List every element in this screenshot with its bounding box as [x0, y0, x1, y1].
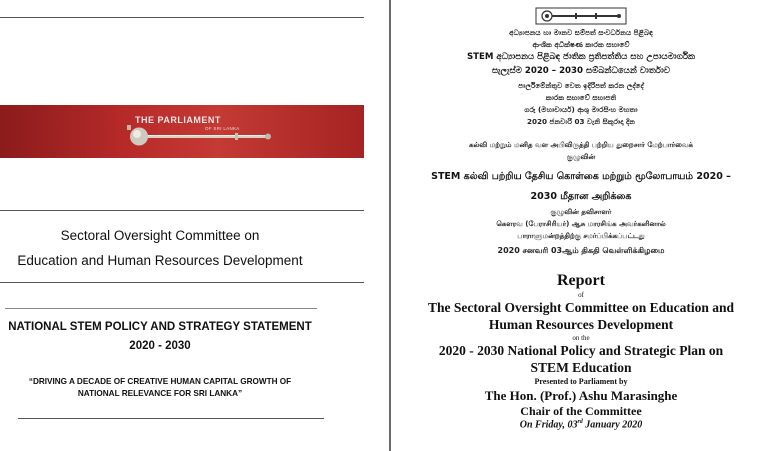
english-committee-line1: The Sectoral Oversight Committee on Education and [428, 300, 734, 315]
connector-of: of [578, 291, 584, 299]
sinhala-line: කාරක සභාවේ සභාපති [545, 93, 617, 102]
trilingual-cover-page [392, 0, 770, 451]
tamil-line: குழுவின் [566, 153, 596, 161]
chair-name: The Hon. (Prof.) Ashu Marasinghe [484, 388, 678, 403]
sinhala-line: ගරු (මහාචාර්ය) ආශු මාරසිංහ මහතා [524, 105, 638, 114]
committee-title-line1: Sectoral Oversight Committee on [60, 228, 260, 243]
page-divider [389, 0, 391, 451]
bottom-rule [18, 418, 324, 419]
sinhala-line: 2020 ජනවාරි 03 වැනි සිකුරාදා දින [526, 117, 636, 126]
tamil-line: 2020 சனவரி 03ஆம் திகதி வெள்ளிக்கிழமை [497, 246, 665, 255]
tagline-line2: NATIONAL RELEVANCE FOR SRI LANKA” [77, 389, 243, 398]
date-suffix-sup: rd [577, 419, 583, 425]
tamil-line: கௌரவ (பேராசிரியர்) ஆசு மாரசிங்க அவர்களினால் [496, 220, 666, 228]
english-plan-line2: STEM Education [530, 360, 632, 375]
banner-subtitle: OF SRI LANKA [205, 126, 240, 131]
policy-title-line1: NATIONAL STEM POLICY AND STRATEGY STATEMENT [8, 321, 312, 333]
tamil-line: பாராளுமன்றத்திற்கு சமர்ப்பிக்கப்பட்டது [517, 232, 645, 240]
chair-title: Chair of the Committee [520, 404, 642, 418]
tamil-line: கல்வி மற்றும் மனித வள அபிவிருத்தி பற்றிய துறைசார் மேற்பார்வைக் [468, 141, 694, 149]
date-prefix: On Friday, 03 [519, 419, 578, 431]
sinhala-title-line: STEM අධ්‍යාපනය පිළිබඳ ජාතික ප්‍රතිපත්තිය සහ උපායමාර්ගික [466, 52, 696, 62]
mace-emblem-icon [535, 6, 627, 26]
english-committee-line2: Human Resources Development [488, 317, 674, 332]
section-rule [0, 210, 364, 211]
banner-title: THE PARLIAMENT [135, 115, 221, 125]
english-plan-line1: 2020 - 2030 National Policy and Strategic Plan on [438, 343, 724, 358]
committee-title-line2: Education and Human Resources Development [17, 253, 303, 268]
mace-icon [125, 121, 275, 151]
section-rule [5, 308, 317, 309]
tagline-line1: “DRIVING A DECADE OF CREATIVE HUMAN CAPITAL GROWTH OF [28, 377, 292, 386]
sinhala-line: ආංශික අධීක්ෂණ කාරක සභාවේ [532, 40, 630, 49]
date-rest: January 2020 [582, 419, 643, 431]
tamil-title-line: 2030 மீதான அறிக்கை [530, 191, 632, 202]
sinhala-title-line: සැලැස්ම 2020 – 2030 සම්බන්ධයෙන් වාර්තාව [491, 66, 671, 76]
report-heading: Report [557, 272, 605, 289]
section-rule [0, 282, 364, 283]
presented-line: Presented to Parliament by [534, 377, 628, 386]
presentation-date [392, 419, 770, 430]
top-rule [0, 17, 364, 18]
parliament-banner [0, 105, 364, 158]
tamil-line: குழுவின் தவிசாளர் [550, 208, 612, 216]
tamil-title-line: STEM கல்வி பற்றிய தேசிய கொள்கை மற்றும் மூலோபாயம் 2020 – [431, 171, 731, 182]
connector-on-the: on the [572, 334, 590, 342]
sinhala-line: පාර්ලිමේන්තුව වෙත ඉදිරිපත් කරන ලද්දේ [518, 81, 644, 90]
sinhala-line: අධ්‍යාපනය හා මානව සම්පත් සංවර්ධනය පිළිබඳ [509, 28, 653, 37]
policy-title-line2: 2020 - 2030 [129, 340, 191, 352]
